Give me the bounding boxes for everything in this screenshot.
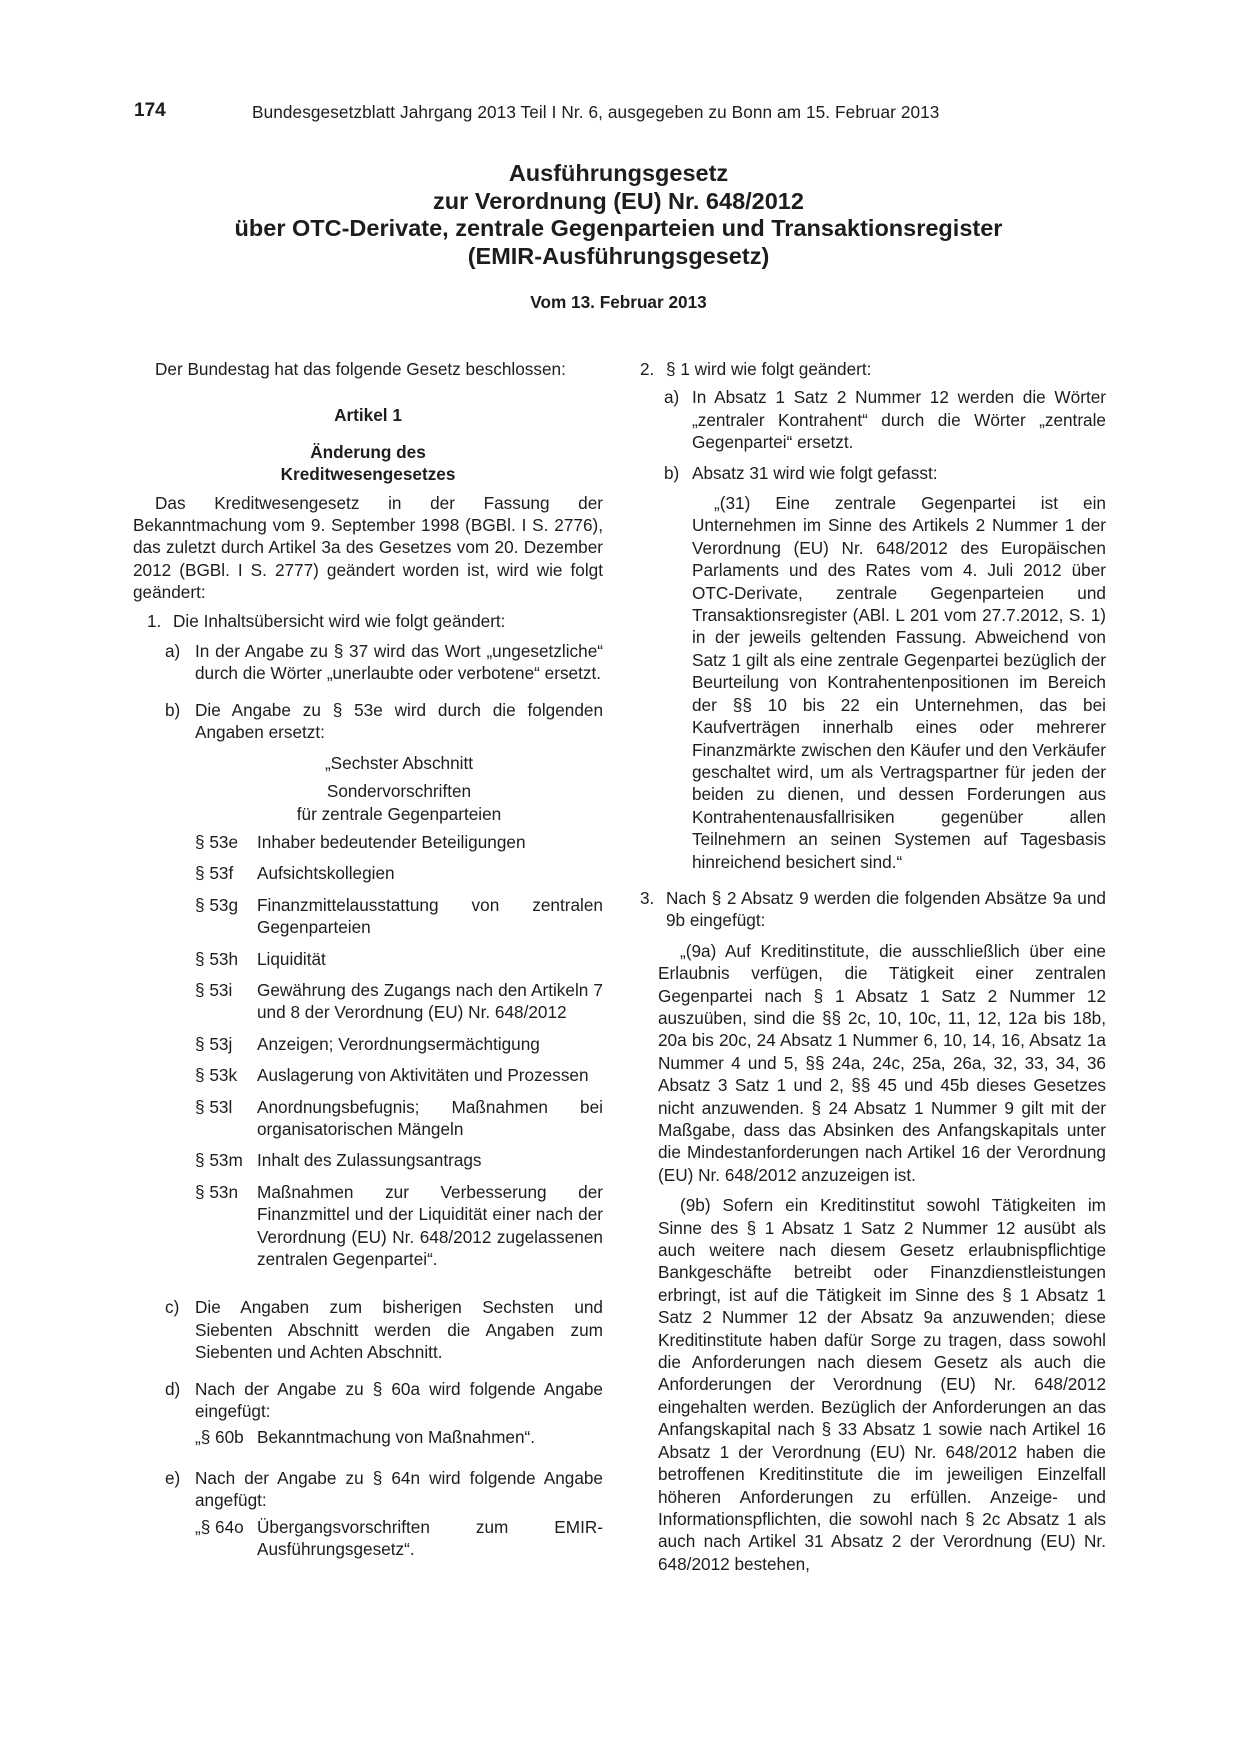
article-number: Artikel 1 — [334, 405, 402, 426]
paragraph-entry — [195, 948, 603, 970]
paragraph-entry — [195, 894, 603, 939]
paragraph-entry-number: § 53k — [195, 1065, 238, 1086]
paragraph-entry-number: § 53h — [195, 948, 239, 969]
law-date: Vom 13. Februar 2013 — [530, 292, 707, 312]
section-subtitle-2: für zentrale Gegenparteien — [296, 803, 502, 824]
sub-item-label: e) — [165, 1467, 181, 1488]
sub-item-b — [664, 462, 1106, 484]
left-column — [133, 358, 603, 1560]
article-heading — [133, 404, 603, 426]
right-column — [640, 358, 1106, 1575]
sub-item-text: Absatz 31 wird wie folgt gefasst: — [692, 462, 938, 483]
paragraph-entry-description: Liquidität — [257, 948, 326, 969]
sub-item-text: In Absatz 1 Satz 2 Nummer 12 werden die Wörter „zentraler Kontrahent“ durch die Wörter „zentrale Gegenpartei“ ersetzt. — [692, 387, 1106, 453]
inserted-entry-64o — [195, 1516, 603, 1561]
sub-item-label: a) — [165, 641, 181, 662]
paragraph-entry — [195, 1033, 603, 1055]
title-line-3: über OTC-Derivate, zentrale Gegenparteien und Transaktionsregister — [234, 215, 1003, 241]
article-body: Das Kreditwesengesetz in der Fassung der Bekanntmachung vom 9. September 1998 (BGBl. I S. 2776), das zuletzt durch Artikel 3a des Gesetzes vom 20. Dezember 2012 (BGBl. I S. 2777) geändert worden ist, wird wie folgt geändert: — [133, 492, 603, 603]
sub-item-text: Nach der Angabe zu § 60a wird folgende Angabe eingefügt: — [195, 1378, 603, 1422]
paragraph-entry-description: Inhalt des Zulassungsantrags — [257, 1150, 482, 1171]
page-number: 174 — [134, 100, 166, 121]
list-item-1 — [147, 610, 603, 632]
list-item-2 — [640, 358, 1106, 380]
section-title: „Sechster Abschnitt — [324, 752, 474, 773]
list-item-3 — [640, 887, 1106, 932]
sub-item-label: b) — [165, 699, 181, 720]
article-title-line-1: Änderung des — [310, 441, 426, 462]
paragraph-entry-description: Inhaber bedeutender Beteiligungen — [257, 831, 526, 852]
paragraph-entry — [195, 979, 603, 1024]
paragraph-entry-number: § 53j — [195, 1033, 233, 1054]
sub-item-a — [165, 640, 603, 685]
section-subtitle-1: Sondervorschriften — [326, 781, 472, 802]
paragraph-entry-description: Maßnahmen zur Verbesserung der Finanzmittel und der Liquidität einer nach der Verordnung (EU) Nr. 648/2012 zugelassenen zentralen Gegenpartei“. — [257, 1181, 603, 1269]
article-title-line-2: Kreditwesengesetzes — [280, 464, 456, 485]
paragraph-entry-description: Aufsichtskollegien — [257, 863, 395, 884]
paragraph-9a: „(9a) Auf Kreditinstitute, die ausschließlich über eine Erlaubnis verfügen, die Tätigkeit einer zentralen Gegenpartei nach § 1 Absatz 1 Satz 2 Nummer 12 auszuüben, sind die §§ 2c, 10, 10c, 11, 12, 12a bis 18b, 20a bis 20c, 24 Absatz 1 Nummer 6, 10, 14, 16, Absatz 1a Nummer 4 und 5, §§ 24a, 24c, 25a, 26a, 32, 33, 34, 36 Absatz 3 Satz 1 und 2, §§ 45 und 45b dieses Gesetzes nicht anzuwenden. § 24 Absatz 1 Nummer 9 gilt mit der Maßgabe, dass das Absinken des Anfangskapitals unter die Mindestanforderungen nach Artikel 16 der Verordnung (EU) Nr. 648/2012 anzuzeigen ist. — [658, 940, 1106, 1185]
title-line-1: Ausführungsgesetz — [508, 160, 729, 186]
sub-item-c — [165, 1296, 603, 1363]
inserted-entry-number: „§ 60b — [195, 1427, 244, 1448]
paragraph-list — [195, 831, 603, 1271]
paragraph-entry — [195, 1064, 603, 1086]
inserted-entry-60b — [195, 1426, 603, 1448]
sub-item-text: In der Angabe zu § 37 wird das Wort „ungesetzliche“ durch die Wörter „unerlaubte oder verbotene“ ersetzt. — [195, 641, 603, 684]
paragraph-entry-number: § 53n — [195, 1181, 239, 1202]
list-item-text: Nach § 2 Absatz 9 werden die folgenden Absätze 9a und 9b eingefügt: — [666, 887, 1106, 931]
sub-item-text: Die Angabe zu § 53e wird durch die folgenden Angaben ersetzt: — [195, 699, 603, 743]
paragraph-entry — [195, 862, 603, 884]
paragraph-entry — [195, 1149, 603, 1171]
paragraph-entry-number: § 53e — [195, 831, 239, 852]
paragraph-entry-number: § 53f — [195, 863, 234, 884]
law-title — [134, 160, 1103, 270]
paragraph-9b: (9b) Sofern ein Kreditinstitut sowohl Tätigkeiten im Sinne des § 1 Absatz 1 Satz 2 Nummer 12 ausübt als auch weitere nach diesem Gesetz erlaubnispflichtige Bankgeschäfte betreibt oder Finanzdienstleistungen erbringt, ist auf die Tätigkeit im Sinne des § 1 Absatz 1 Satz 2 Nummer 12 der Absatz 9a anzuwenden; diese Kreditinstitute haben dafür Sorge zu tragen, dass sowohl die Anforderungen nach diesem Gesetz als auch die Anforderungen der Verordnung (EU) Nr. 648/2012 eingehalten werden. Bezüglich der Anforderungen an das Anfangskapital nach § 33 Absatz 1 sowie nach Artikel 16 Absatz 1 der Verordnung (EU) Nr. 648/2012 haben die betroffenen Kreditinstitute die im jeweiligen Einzelfall höheren Anforderungen zu erfüllen. Anzeige- und Informationspflichten, die sowohl nach § 2c Absatz 1 als auch nach Artikel 31 Absatz 2 der Verordnung (EU) Nr. 648/2012 bestehen, — [658, 1195, 1106, 1574]
sub-item-a — [664, 386, 1106, 453]
inserted-entry-number: „§ 64o — [195, 1516, 244, 1537]
paragraph-entry-description: Anordnungsbefugnis; Maßnahmen bei organisatorischen Mängeln — [257, 1096, 603, 1139]
inserted-entry-text: Übergangsvorschriften zum EMIR-Ausführungsgesetz“. — [257, 1516, 603, 1560]
sub-item-e — [165, 1467, 603, 1512]
paragraph-entry — [195, 831, 603, 853]
paragraph-entry-number: § 53m — [195, 1150, 243, 1171]
paragraph-entry-description: Finanzmittelausstattung von zentralen Gegenparteien — [257, 894, 603, 938]
sub-item-label: d) — [165, 1378, 181, 1399]
sub-item-text: Die Angaben zum bisherigen Sechsten und Siebenten Abschnitt werden die Angaben zum Siebenten und Achten Abschnitt. — [195, 1297, 603, 1363]
sub-item-label: b) — [664, 462, 680, 483]
list-item-label: 2. — [640, 359, 655, 379]
title-line-2: zur Verordnung (EU) Nr. 648/2012 — [433, 187, 804, 214]
inserted-entry-text: Bekanntmachung von Maßnahmen“. — [257, 1427, 536, 1448]
section-heading — [195, 752, 603, 825]
quoted-paragraph-31: „(31) Eine zentrale Gegenpartei ist ein Unternehmen im Sinne des Artikels 2 Nummer 1 der Verordnung (EU) Nr. 648/2012 des Europäischen Parlaments und des Rates vom 4. Juli 2012 über OTC-Derivate, zentrale Gegenparteien und Transaktionsregister (ABl. L 201 vom 27.7.2012, S. 1) in der jeweils geltenden Fassung. Abweichend von Satz 1 gilt als eine zentrale Gegenpartei bezüglich der Beurteilung von Kontrahentenpositionen im Bereich der §§ 10 bis 22 ein Unternehmen, das bei Kaufverträgen innerhalb eines oder mehrerer Finanzmärkte zwischen den Käufer und den Verkäufer geschaltet wird, um als Vertragspartner für jeden der beiden zu dienen, und dessen Forderungen aus Kontrahentenausfallrisiken gegenüber allen Teilnehmern an seinen Systemen auf Tagesbasis hinreichend besichert sind.“ — [692, 493, 1106, 872]
title-line-4: (EMIR-Ausführungsgesetz) — [467, 242, 770, 269]
list-item-label: 1. — [147, 610, 162, 631]
paragraph-entry-number: § 53g — [195, 894, 239, 915]
sub-item-b — [165, 699, 603, 744]
sub-item-text: Nach der Angabe zu § 64n wird folgende Angabe angefügt: — [195, 1467, 603, 1511]
running-head: Bundesgesetzblatt Jahrgang 2013 Teil I Nr. 6, ausgegeben zu Bonn am 15. Februar 2013 — [252, 102, 940, 122]
sub-item-label: a) — [664, 387, 680, 408]
paragraph-entry — [195, 1181, 603, 1271]
paragraph-entry-description: Gewährung des Zugangs nach den Artikeln 7 und 8 der Verordnung (EU) Nr. 648/2012 — [257, 979, 603, 1023]
paragraph-entry-number: § 53i — [195, 979, 233, 1000]
page-header — [134, 100, 1103, 128]
list-item-text: Die Inhaltsübersicht wird wie folgt geändert: — [173, 610, 506, 631]
paragraph-entry-description: Auslagerung von Aktivitäten und Prozessen — [257, 1065, 589, 1086]
sub-item-d — [165, 1378, 603, 1423]
intro-paragraph: Der Bundestag hat das folgende Gesetz beschlossen: — [155, 359, 566, 379]
paragraph-entry-number: § 53l — [195, 1096, 233, 1117]
inserted-paragraphs — [658, 940, 1106, 1575]
paragraph-entry-description: Anzeigen; Verordnungsermächtigung — [257, 1033, 540, 1054]
list-item-label: 3. — [640, 887, 655, 908]
list-item-text: § 1 wird wie folgt geändert: — [666, 359, 872, 379]
sub-item-label: c) — [165, 1297, 180, 1318]
paragraph-entry — [195, 1096, 603, 1141]
